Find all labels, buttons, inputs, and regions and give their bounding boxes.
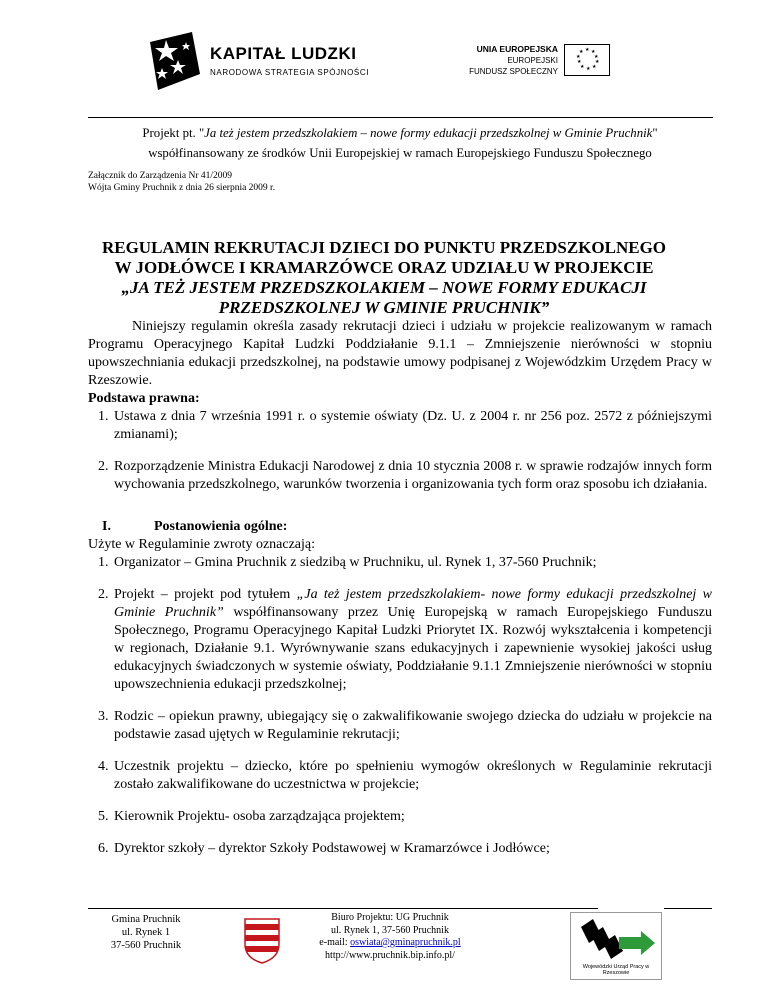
list-item [88, 758, 712, 794]
legal-basis-list [88, 408, 712, 494]
list-item [88, 458, 712, 494]
list-item [88, 586, 712, 694]
svg-text:★: ★ [577, 59, 582, 65]
list-text: Ustawa z dnia 7 września 1991 r. o systemie oświaty (Dz. U. z 2004 r. nr 256 poz. 2572 z późniejszymi zmianami); [114, 409, 712, 442]
kapital-ludzki-emblem-icon [148, 30, 204, 92]
header-divider [88, 117, 713, 118]
list-item [88, 408, 712, 444]
list-text: Rodzic – opiekun prawny, ubiegający się o zakwalifikowanie swojego dziecka do udziału w projekcie na podstawie zasad ujętych w Regulaminie rekrutacji; [114, 709, 712, 742]
svg-text:★: ★ [595, 59, 600, 65]
section-title: Postanowienia ogólne: [154, 519, 288, 534]
eu-logo-line2: EUROPEJSKI [507, 56, 558, 65]
title-line1: REGULAMIN REKRUTACJI DZIECI DO PUNKTU PRZEDSZKOLNEGO [101, 238, 667, 257]
list-text: współfinansowany przez Unię Europejską w ramach Europejskiego Funduszu Społecznego, Programu Operacyjnego Kapitał Ludzki Priorytet IX. Rozwój wykształcenia i kompetencji w regionach, Działanie 9.1. Wyrównywanie szans edukacyjnych i zapewnienie wysokiej jakości usług edukacyjnych świadczonych w systemie oświaty, Poddziałanie 9.1.1 Zmniejszenie nierówności w stopniu upowszechnienia edukacji przedszkolnej; [114, 605, 712, 692]
svg-text:★: ★ [594, 54, 599, 60]
title-line4: PRZEDSZKOLNEJ W GMINIE PRUCHNIK” [218, 298, 550, 317]
email-label: e-mail: [319, 937, 351, 948]
list-text: Dyrektor szkoły – dyrektor Szkoły Podstawowej w Kramarzówce i Jodłówce; [114, 841, 550, 856]
svg-text:★: ★ [591, 49, 596, 55]
svg-text:★: ★ [586, 66, 591, 72]
legal-basis-heading: Podstawa prawna: [88, 391, 200, 406]
document-body [88, 318, 712, 858]
email-link[interactable]: oswiata@gminapruchnik.pl [350, 937, 461, 948]
project-title-italic: „Ja też jestem przedszkolakiem- nowe formy edukacji przedszkolnej w Gminie Pruchnik” [114, 587, 712, 620]
footer-left-line1: Gmina Pruchnik [111, 914, 181, 925]
wup-arrow-icon [571, 913, 661, 969]
definitions-lead: Użyte w Regulaminie zwroty oznaczają: [88, 537, 316, 552]
footer-address [84, 913, 208, 952]
eu-logo-line1: UNIA EUROPEJSKA [476, 44, 558, 54]
list-number: 6. [98, 841, 109, 856]
svg-text:★: ★ [585, 47, 590, 53]
kapital-ludzki-logo [148, 30, 378, 90]
eu-flag-icon [564, 44, 610, 76]
footer-mid-line1: Biuro Projektu: UG Pruchnik [331, 912, 449, 923]
list-number: 3. [98, 709, 109, 724]
eu-logo-text [469, 44, 558, 77]
project-statement [80, 123, 720, 163]
list-item [88, 554, 712, 572]
footer-project-office [300, 912, 480, 962]
list-number: 1. [98, 555, 109, 570]
svg-text:★: ★ [592, 64, 597, 70]
list-number: 1. [98, 409, 109, 424]
project-suffix: " [652, 126, 658, 140]
eu-logo [448, 44, 658, 88]
list-item [88, 708, 712, 744]
kapital-ludzki-title: KAPITAŁ LUDZKI [210, 44, 357, 63]
attachment-note [88, 170, 275, 194]
page-title [80, 238, 688, 318]
title-line2: W JODŁÓWCE I KRAMARZÓWCE ORAZ UDZIAŁU W PROJEKCIE [114, 258, 654, 277]
project-cofinanced: współfinansowany ze środków Unii Europejskiej w ramach Europejskiego Funduszu Społecznego [148, 146, 652, 160]
list-text: Rozporządzenie Ministra Edukacji Narodowej z dnia 10 stycznia 2008 r. w sprawie rodzajów innych form wychowania przedszkolnego, warunków tworzenia i organizowania tych form oraz sposobu ich działania. [114, 459, 712, 492]
list-number: 4. [98, 759, 109, 774]
footer-left-line3: 37-560 Pruchnik [110, 940, 182, 951]
kapital-ludzki-subtitle: NARODOWA STRATEGIA SPÓJNOŚCI [210, 68, 370, 77]
list-text: Uczestnik projektu – dziecko, które po spełnieniu wymogów określonych w Regulaminie rekrutacji zostało zakwalifikowane do uczestnictwa w projekcie; [114, 759, 712, 792]
wup-logo [570, 912, 662, 980]
svg-text:★: ★ [576, 54, 581, 60]
list-text: Kierownik Projektu- osoba zarządzająca projektem; [114, 809, 405, 824]
list-number: 2. [98, 587, 109, 602]
attachment-line1: Załącznik do Zarządzenia Nr 41/2009 [88, 171, 233, 181]
wup-logo-caption: Wojewódzki Urząd Pracy w Rzeszowie [582, 964, 650, 976]
title-line3: „JA TEŻ JESTEM PRZEDSZKOLAKIEM – NOWE FORMY EDUKACJI [121, 278, 647, 297]
footer-email-row [300, 937, 480, 950]
definitions-list [88, 554, 712, 858]
eu-logo-line3: FUNDUSZ SPOŁECZNY [469, 67, 558, 76]
project-name: Ja też jestem przedszkolakiem – nowe formy edukacji przedszkolnej w Gminie Pruchnik [204, 126, 653, 140]
list-number: 2. [98, 459, 109, 474]
section-number: I. [102, 519, 111, 534]
list-text: Projekt – projekt pod tytułem [114, 587, 297, 602]
section-heading [88, 518, 712, 536]
svg-text:★: ★ [580, 64, 585, 70]
footer-mid-line2: ul. Rynek 1, 37-560 Pruchnik [331, 924, 449, 936]
list-item [88, 808, 712, 826]
project-prefix: Projekt pt. " [142, 126, 205, 140]
list-text: Organizator – Gmina Pruchnik z siedzibą w Pruchniku, ul. Rynek 1, 37-560 Pruchnik; [114, 555, 597, 570]
intro-paragraph: Niniejszy regulamin określa zasady rekrutacji dzieci i udziału w projekcie realizowanym w ramach Programu Operacyjnego Kapitał Ludzki Poddziałanie 9.1.1 – Zmniejszenie nierówności w stopniu upowszechniania edukacji przedszkolnej, na podstawie umowy podpisanej z Wojewódzkim Urzędem Pracy w Rzeszowie. [88, 319, 712, 388]
footer-website[interactable]: http://www.pruchnik.bip.info.pl/ [325, 949, 455, 961]
list-number: 5. [98, 809, 109, 824]
footer-left-line2: ul. Rynek 1 [121, 927, 171, 938]
gmina-crest-icon [244, 918, 280, 964]
attachment-line2: Wójta Gminy Pruchnik z dnia 26 sierpnia 2009 r. [88, 183, 276, 193]
footer-divider [88, 908, 598, 909]
project-title-line [80, 123, 720, 143]
svg-text:★: ★ [579, 49, 584, 55]
list-item [88, 840, 712, 858]
footer-divider [664, 908, 712, 909]
